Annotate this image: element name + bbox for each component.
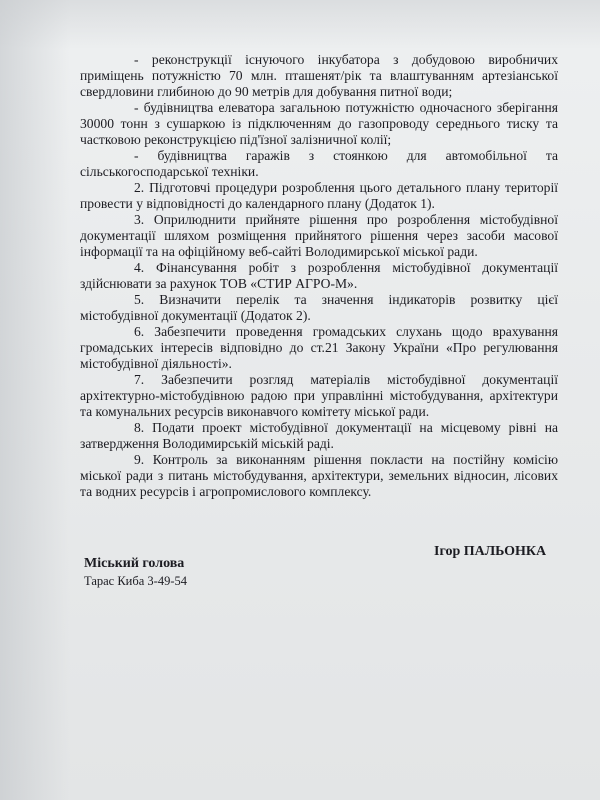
paragraph-item-8: 8. Подати проект містобудівної документації на місцевому рівні на затвердження Володимирській міській раді. bbox=[80, 420, 558, 451]
paragraph-incubator: - реконструкції існуючого інкубатора з добудовою виробничих приміщень потужністю 70 млн. пташенят/рік та влаштуванням артезіанської свердловини глибиною до 90 метрів для добування питної води; bbox=[80, 52, 558, 99]
executor-contact: Тарас Киба 3-49-54 bbox=[84, 574, 187, 588]
document-body bbox=[80, 52, 558, 500]
page-shadow-top bbox=[0, 0, 600, 50]
paragraph-item-5: 5. Визначити перелік та значення індикаторів розвитку цієї містобудівної документації (Додаток 2). bbox=[80, 292, 558, 323]
signatory-name: Ігор ПАЛЬОНКА bbox=[434, 544, 547, 559]
paragraph-garages: - будівництва гаражів з стоянкою для автомобільної та сільськогосподарської техніки. bbox=[80, 148, 558, 179]
paragraph-item-4: 4. Фінансування робіт з розроблення містобудівної документації здійснювати за рахунок ТОВ «СТИР АГРО-М». bbox=[80, 260, 558, 291]
paragraph-item-9: 9. Контроль за виконанням рішення покласти на постійну комісію міської ради з питань містобудування, архітектури, земельних відносин, лісових та водних ресурсів і агропромислового комплексу. bbox=[80, 452, 558, 499]
paragraph-item-3: 3. Оприлюднити прийняте рішення про розроблення містобудівної документації шляхом розміщення прийнятого рішення через засоби масової інформації та на офіційному веб-сайті Володимирської міської ради. bbox=[80, 212, 558, 259]
paragraph-item-7: 7. Забезпечити розгляд матеріалів містобудівної документації архітектурно-містобудівною радою при управлінні містобудування, архітектури та комунальних ресурсів виконавчого комітету міської ради. bbox=[80, 372, 558, 419]
paragraph-item-2: 2. Підготовчі процедури розроблення цього детального плану території провести у відповідності до календарного плану (Додаток 1). bbox=[80, 180, 558, 211]
page-shadow bbox=[0, 0, 70, 800]
paragraph-elevator: - будівництва елеватора загальною потужністю одночасного зберігання 30000 тонн з сушаркою із підключенням до газопроводу середнього тиску та частковою реконструкцією під'їзної залізничної колії; bbox=[80, 100, 558, 147]
signatory-title: Міський голова bbox=[84, 556, 185, 571]
paragraph-item-6: 6. Забезпечити проведення громадських слухань щодо врахування громадських інтересів відповідно до ст.21 Закону України «Про регулювання містобудівної діяльності». bbox=[80, 324, 558, 371]
